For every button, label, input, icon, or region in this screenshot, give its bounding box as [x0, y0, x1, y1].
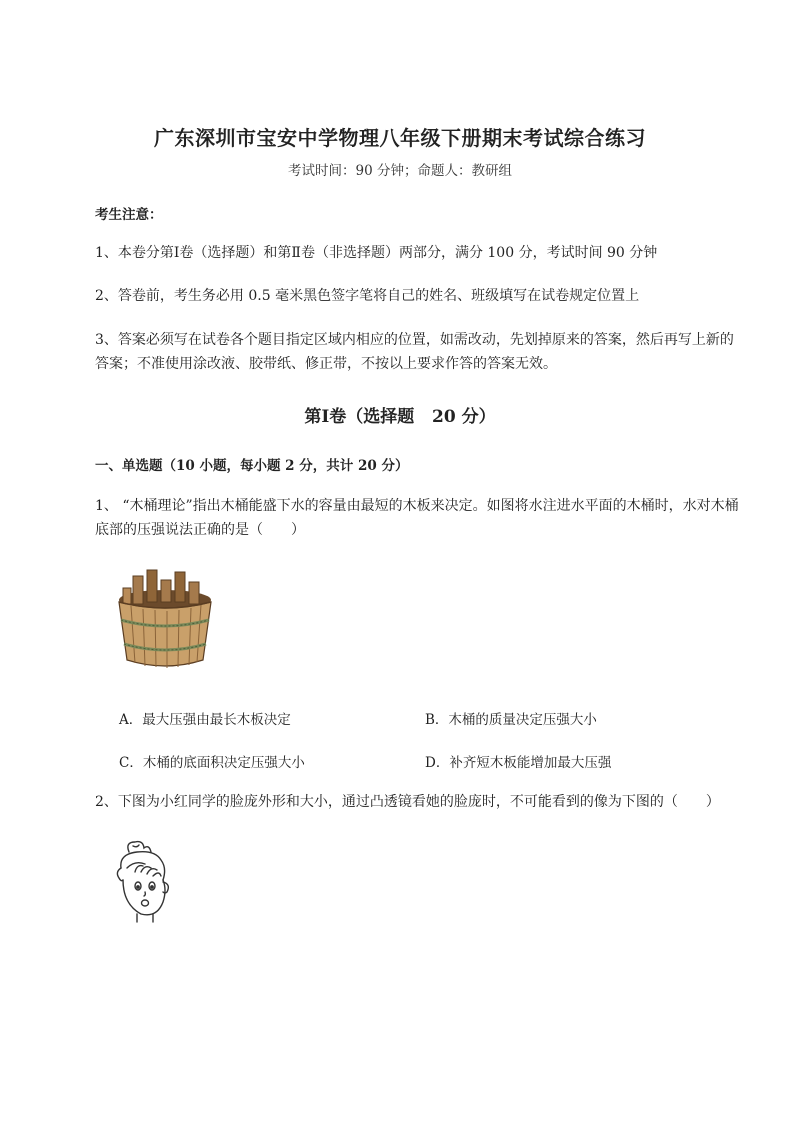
notice-item-2: 2、答卷前，考生务必用 0.5 毫米黑色签字笔将自己的姓名、班级填写在试卷规定位置上 [95, 288, 640, 304]
notice-heading: 考生注意： [95, 207, 163, 223]
section-title: 第Ⅰ卷（选择题 20 分） [304, 407, 496, 427]
question-1-stem: 1、 “木桶理论”指出木桶能盛下水的容量由最短的木板来决定。如图将水注进水平面的木桶时，水对木桶底部的压强说法正确的是（ ） [95, 498, 739, 538]
part-heading: 一、单选题（10 小题，每小题 2 分，共计 20 分） [95, 458, 409, 474]
notice-item-3: 3、答案必须写在试卷各个题目指定区域内相应的位置，如需改动，先划掉原来的答案，然后再写上新的答案；不准使用涂改液、胶带纸、修正带，不按以上要求作答的答案无效。 [95, 332, 734, 372]
girl-face-icon [111, 838, 181, 924]
question-2-stem: 2、下图为小红同学的脸庞外形和大小，通过凸透镜看她的脸庞时，不可能看到的像为下图的（ ） [95, 794, 720, 810]
wooden-bucket-icon [111, 568, 219, 676]
exam-title: 广东深圳市宝安中学物理八年级下册期末考试综合练习 [154, 126, 646, 150]
question-1-option-d[interactable]: D．补齐短木板能增加最大压强 [425, 755, 612, 771]
question-1-option-c[interactable]: C．木桶的底面积决定压强大小 [119, 755, 305, 771]
exam-subtitle: 考试时间：90 分钟；命题人：教研组 [288, 163, 512, 179]
question-1-option-a[interactable]: A．最大压强由最长木板决定 [119, 712, 291, 728]
notice-item-1: 1、本卷分第Ⅰ卷（选择题）和第Ⅱ卷（非选择题）两部分，满分 100 分，考试时间 90 分钟 [95, 245, 658, 261]
question-1-option-b[interactable]: B．木桶的质量决定压强大小 [425, 712, 597, 728]
